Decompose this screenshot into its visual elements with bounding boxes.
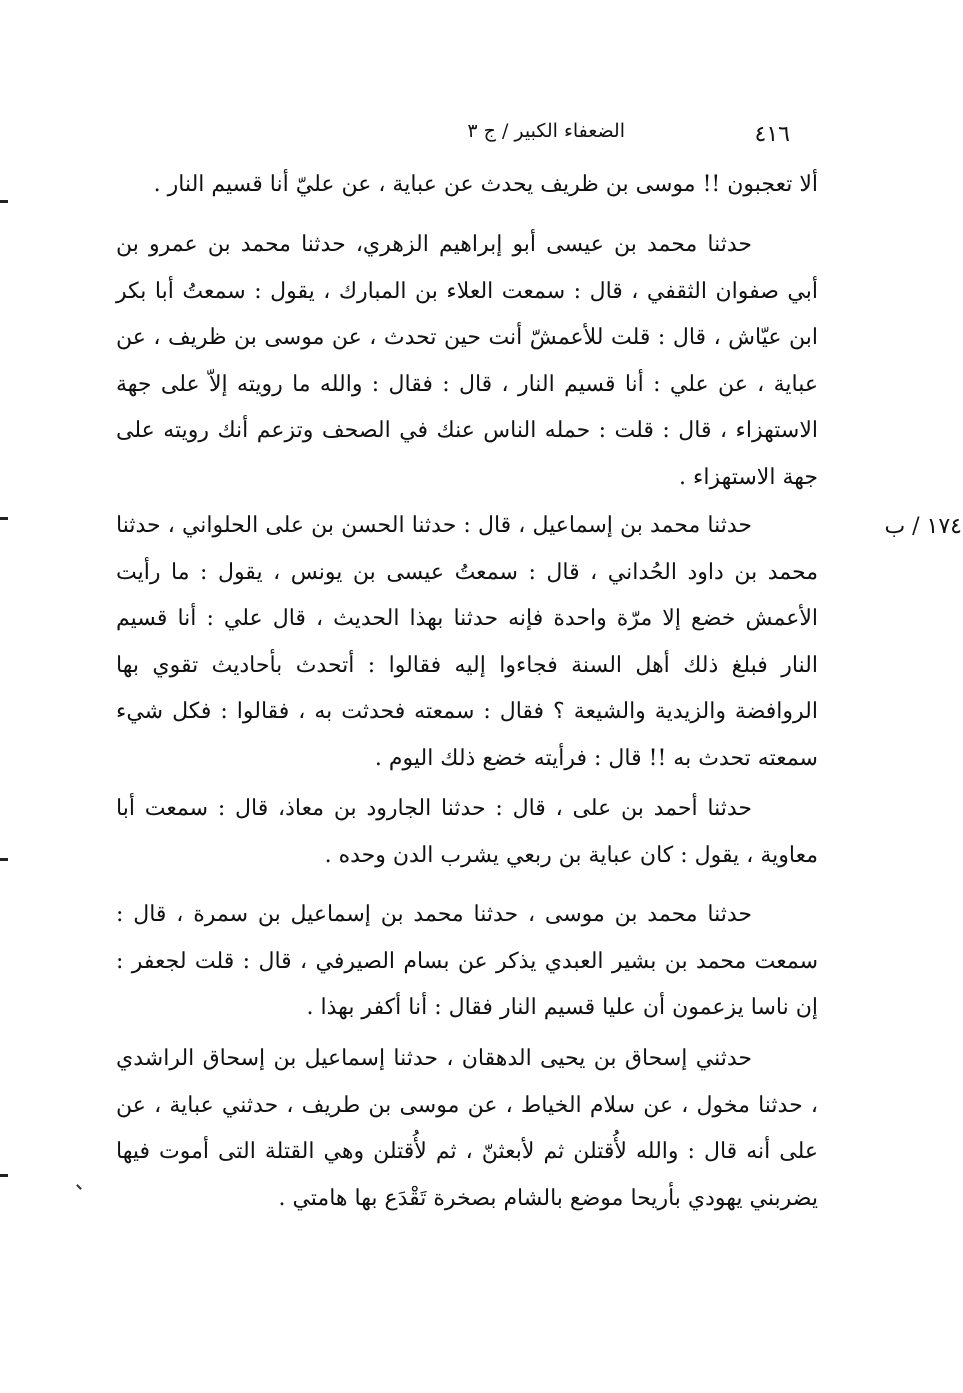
paragraph-text: حدثنا محمد بن عيسى أبو إبراهيم الزهري، حدثنا محمد بن عمرو بن أبي صفوان الثقفي ، قال : سمعت العلاء بن المبارك ، يقول : سمعتُ أبا بكر ابن عيّاش ، قال : قلت للأعمشّ أنت حين تحدث ، عن موسى بن ظريف ، عن عباية ، عن علي : أنا قسيم النار ، قال : فقال : والله ما رويته إلاّ على جهة الاستهزاء ، قال : قلت : حمله الناس عنك في الصحف وتزعم أنك رويته على جهة الاستهزاء . [116,232,818,490]
running-title: الضعفاء الكبير / ج ٣ [467,120,625,142]
paragraph-1 [116,162,818,209]
paragraph-5 [116,892,818,1032]
paragraph-text: حدثني إسحاق بن يحيى الدهقان ، حدثنا إسماعيل بن إسحاق الراشدي ، حدثنا مخول ، عن سلام الخياط ، عن موسى بن طريف ، حدثني عباية ، عن على أنه قال : والله لأُقتلن ثم لأبعثنّ ، ثم لأُقتلن وهي القتلة التى أموت فيها يضربني يهودي بأريحا موضع بالشام بصخرة تَقْدَع بها هامتي . [116,1046,818,1211]
paragraph-text: حدثنا محمد بن موسى ، حدثنا محمد بن إسماعيل بن سمرة ، قال : سمعت محمد بن بشير العبدي يذكر عن بسام الصيرفي ، قال : قلت لجعفر : إن ناسا يزعمون أن عليا قسيم النار فقال : أنا أكفر بهذا . [116,902,818,1020]
paragraph-2 [116,222,818,501]
binding-edge-mark [0,517,8,520]
paragraph-6 [116,1036,818,1222]
page-number: ٤١٦ [754,122,790,147]
manuscript-folio-note: ١٧٤ / ب [884,514,962,539]
paragraph-text: ألا تعجبون !! موسى بن ظريف يحدث عن عباية ، عن عليّ أنا قسيم النار . [153,172,818,197]
paragraph-text: حدثنا أحمد بن على ، قال : حدثنا الجارود بن معاذ، قال : سمعت أبا معاوية ، يقول : كان عباية بن ربعي يشرب الدن وحده . [116,796,818,868]
paragraph-3 [116,503,818,782]
stray-ink-mark [76,1184,82,1190]
binding-edge-mark [0,858,8,861]
binding-edge-mark [0,1174,8,1177]
page-header [300,120,800,152]
paragraph-4 [116,786,818,879]
binding-edge-mark [0,200,8,203]
paragraph-text: حدثنا محمد بن إسماعيل ، قال : حدثنا الحسن بن على الحلواني ، حدثنا محمد بن داود الحُداني ، قال : سمعتُ عيسى بن يونس ، يقول : ما رأيت الأعمش خضع إلا مرّة واحدة فإنه حدثنا بهذا الحديث ، قال علي : أنا قسيم النار فبلغ ذلك أهل السنة فجاءوا إليه فقالوا : أتحدث بأحاديث تقوي بها الروافضة والزيدية والشيعة ؟ فقال : سمعته فحدثت به ، فقالوا : فكل شيء سمعته تحدث به !! قال : فرأيته خضع ذلك اليوم . [116,513,818,771]
